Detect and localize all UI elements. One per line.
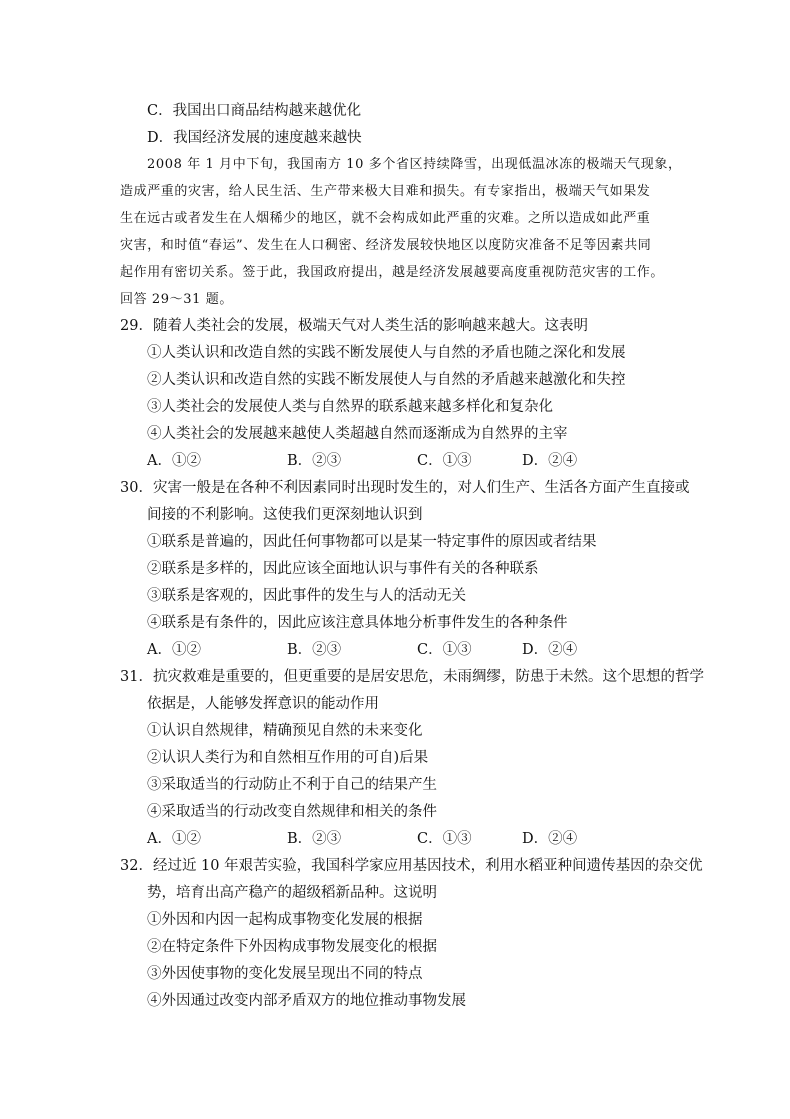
option-c: C．①③ xyxy=(417,831,472,847)
option-d: D．②④ xyxy=(522,831,578,847)
passage-line: 2008 年 1 月中下旬，我国南方 10 多个省区持续降雪，出现低温冰冻的极端天气现象， xyxy=(147,157,682,172)
question-31-stem-cont: 依据是，人能够发挥意识的能动作用 xyxy=(147,696,379,712)
question-29-stem: 29．随着人类社会的发展，极端天气对人类生活的影响越来越大。这表明 xyxy=(120,318,588,334)
question-32-item-4: ④外因通过改变内部矛盾双方的地位推动事物发展 xyxy=(147,993,466,1009)
passage-line: 造成严重的灾害，给人民生活、生产带来极大目难和损失。有专家指出，极端天气如果发 xyxy=(120,184,651,199)
passage-line: 生在远古或者发生在人烟稀少的地区，就不会构成如此严重的灾难。之所以造成如此严重 xyxy=(120,211,651,226)
question-31-item-3: ③采取适当的行动防止不利于自己的结果产生 xyxy=(147,777,437,793)
question-32-stem: 32．经过近 10 年艰苦实验，我国科学家应用基因技术，利用水稻亚种间遗传基因的杂交优 xyxy=(120,858,703,874)
passage-line: 回答 29～31 题。 xyxy=(120,292,233,307)
carryover-option-c: C．我国出口商品结构越来越优化 xyxy=(147,103,362,119)
option-a: A．①② xyxy=(147,831,201,847)
question-31-item-2: ②认识人类行为和自然相互作用的可自)后果 xyxy=(147,750,429,766)
option-c: C．①③ xyxy=(417,453,472,469)
question-30-item-1: ①联系是普遍的，因此任何事物都可以是某一特定事件的原因或者结果 xyxy=(147,534,597,550)
question-29-item-3: ③人类社会的发展使人类与自然界的联系越来越多样化和复杂化 xyxy=(147,399,553,415)
option-b: B．②③ xyxy=(287,831,342,847)
question-30-stem-cont: 间接的不利影响。这使我们更深刻地认识到 xyxy=(147,507,423,523)
question-29-item-4: ④人类社会的发展越来越使人类超越自然而逐渐成为自然界的主宰 xyxy=(147,426,568,442)
carryover-option-d: D．我国经济发展的速度越来越快 xyxy=(147,130,362,146)
question-31-stem: 31．抗灾救难是重要的，但更重要的是居安思危，未雨绸缪，防患于未然。这个思想的哲学 xyxy=(120,669,704,685)
passage-line: 灾害，和时值“春运”、发生在人口稠密、经济发展较快地区以度防灾准备不足等因素共同 xyxy=(120,238,652,253)
question-32-item-3: ③外因使事物的变化发展呈现出不同的特点 xyxy=(147,966,423,982)
option-c: C．①③ xyxy=(417,642,472,658)
question-32-item-2: ②在特定条件下外因构成事物发展变化的根据 xyxy=(147,939,437,955)
question-29-item-1: ①人类认识和改造自然的实践不断发展使人与自然的矛盾也随之深化和发展 xyxy=(147,345,626,361)
question-29-item-2: ②人类认识和改造自然的实践不断发展使人与自然的矛盾越来越激化和失控 xyxy=(147,372,626,388)
question-30-item-4: ④联系是有条件的，因此应该注意具体地分析事件发生的各种条件 xyxy=(147,615,568,631)
option-b: B．②③ xyxy=(287,642,342,658)
question-31-item-4: ④采取适当的行动改变自然规律和相关的条件 xyxy=(147,804,437,820)
option-d: D．②④ xyxy=(522,642,578,658)
passage-line: 起作用有密切关系。签于此，我国政府提出，越是经济发展越要高度重视防范灾害的工作。 xyxy=(120,265,665,280)
question-30-item-3: ③联系是客观的，因此事件的发生与人的活动无关 xyxy=(147,588,466,604)
question-32-item-1: ①外因和内因一起构成事物变化发展的根据 xyxy=(147,912,423,928)
option-d: D．②④ xyxy=(522,453,578,469)
option-a: A．①② xyxy=(147,642,201,658)
option-b: B．②③ xyxy=(287,453,342,469)
question-30-stem: 30．灾害一般是在各种不利因素同时出现时发生的，对人们生产、生活各方面产生直接或 xyxy=(120,480,690,496)
option-a: A．①② xyxy=(147,453,201,469)
question-32-stem-cont: 势，培育出高产稳产的超级稻新品种。这说明 xyxy=(147,885,437,901)
question-30-item-2: ②联系是多样的，因此应该全面地认识与事件有关的各种联系 xyxy=(147,561,539,577)
question-31-item-1: ①认识自然规律，精确预见自然的未来变化 xyxy=(147,723,423,739)
